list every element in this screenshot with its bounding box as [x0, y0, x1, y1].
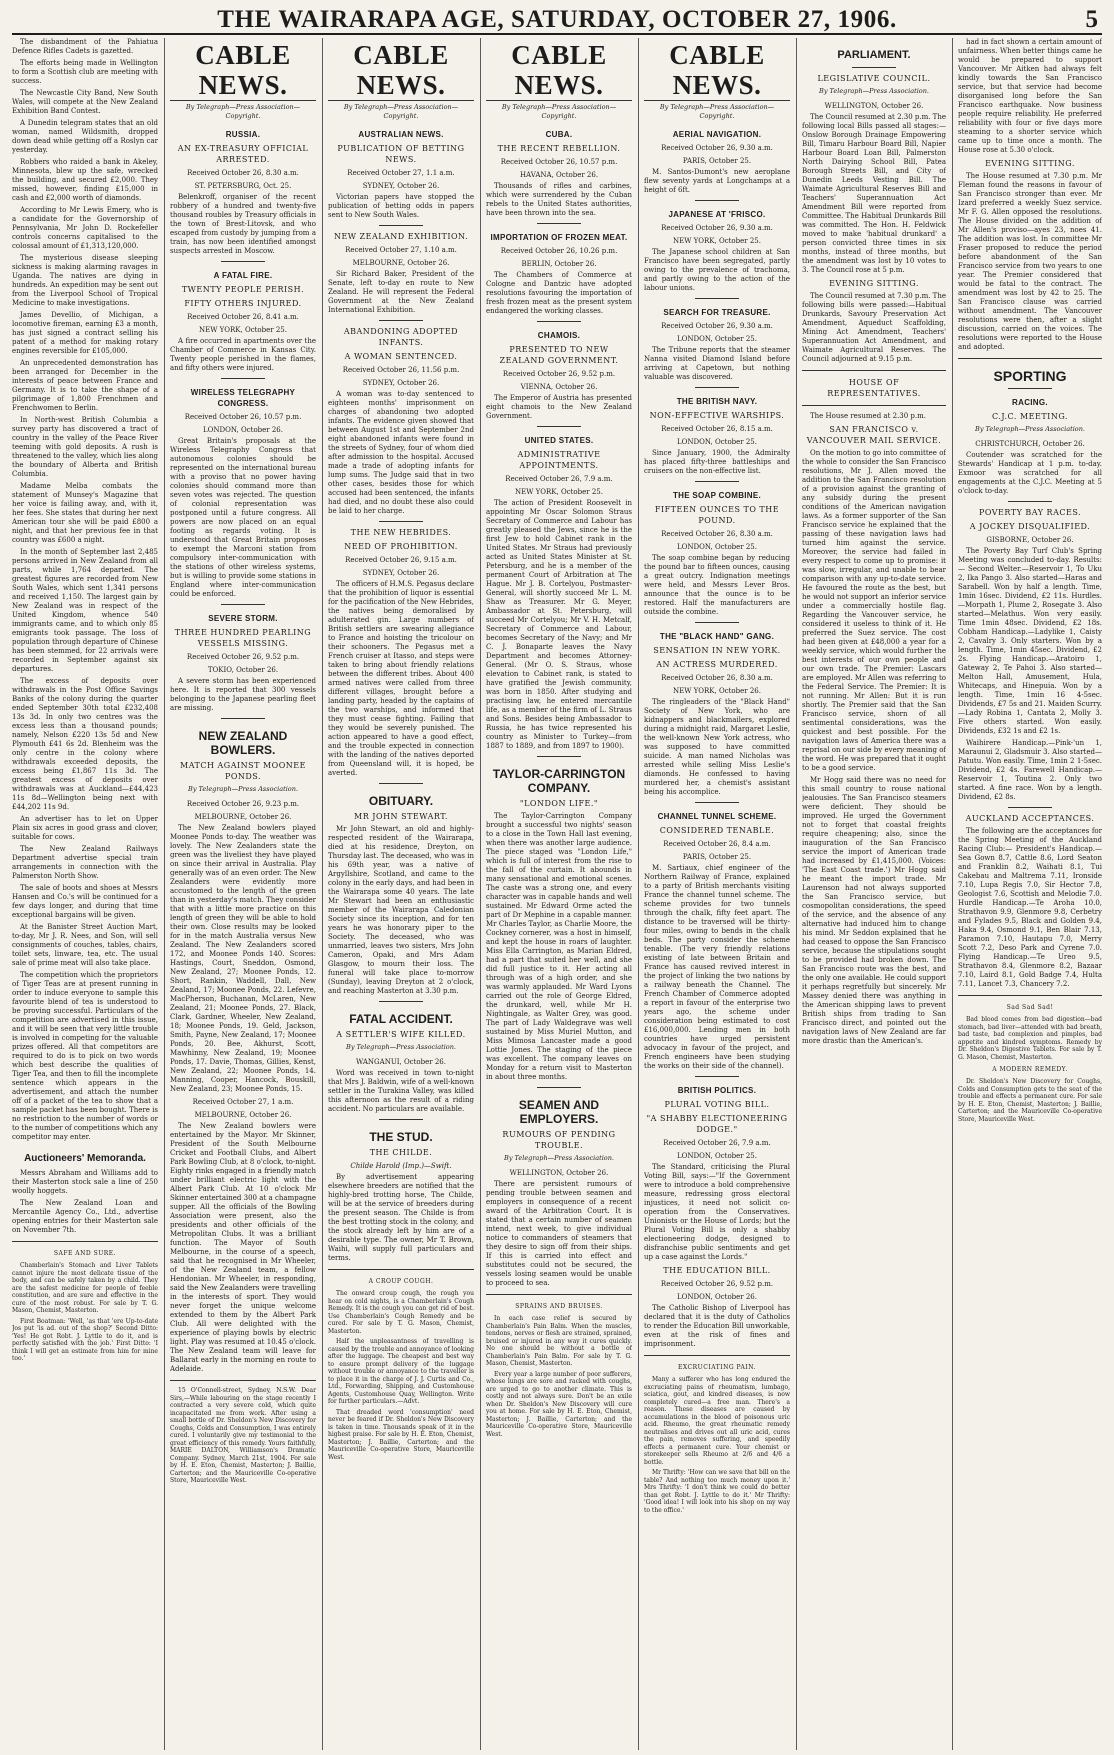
article-subheading: NEED OF PROHIBITION. — [344, 542, 458, 551]
dateline-place: GISBORNE, October 26. — [986, 536, 1074, 544]
divider — [695, 802, 739, 803]
advertisement: Dr. Sheldon's New Discovery for Coughs, Colds and Consumption gets to the seat of the trouble and effects a permanent cure. For sale by H. E. Eton, Chemist, Masterton; J. Baillie, Carterton; and the Mauriceville Co-operative Store, Mauriceville West. — [958, 1078, 1102, 1123]
ad-heading: A MODERN REMEDY. — [992, 1066, 1068, 1073]
dateline: Received October 26, 7.9 a.m. — [505, 475, 613, 483]
byline: By Telegraph—Press Association—Copyright. — [185, 103, 301, 120]
ad-heading: SAFE AND SURE. — [53, 1250, 117, 1257]
column-divider — [952, 38, 953, 1750]
dateline: Received October 26, 9.52 p.m. — [186, 653, 300, 661]
advertisement: Mr Thrifty: 'How can we save that bill on the table? And nothing too much money upon it.' Mrs Thrifty: 'I don't think we could do better than get Robt. J. Lyttle to do it.' Mr Thrifty: 'Good idea! I will look into his shop on my way to the office.' — [644, 1469, 790, 1514]
divider — [379, 1119, 423, 1120]
article-body: Waihirere Handicap.—Pink-'un 1, Maraunui 2, Gladsmuir 3. Also started—Patutu. Won easily. Time, 1min 2 1-5sec. Dividend, £2 4s. Farewell Handicap.—Reservoir 1, Toutina 2. Only two started. A fine race. Won by a length. Dividend, £2 8s. — [958, 739, 1102, 801]
article-paragraph: In the month of September last 2,485 persons arrived in New Zealand from all parts, while 1,764 departed. The greatest figures are recorded from New South Wales, which sent 1,341 persons and received 1,150. The largest gain by New Zealand was in respect of the United Kingdom, whence 540 immigrants came, and to which only 85 emigrants took passage. The loss of population through departure of Chinese has been stemmed, for 22 arrivals were recorded in September against six departures. — [12, 548, 158, 673]
advertisement: Many a sufferer who has long endured the excruciating pains of rheumatism, lumbago, sciatica, gout, and kindred diseases, is now completely cured—a free man. There's a reason. These diseases are caused by accumulations in the blood of poisonous uric acid. Rheumo, the great rheumatic remedy neutralises and drives out all uric acid, cures the pain, removes suffering, and speedily effects a permanent cure. Your chemist or storekeeper sells Rheumo at 2/6 and 4/6 a bottle. — [644, 1376, 790, 1466]
dateline: Received October 26, 8.30 a.m. — [661, 530, 773, 538]
column-2 — [170, 38, 316, 1750]
article-subheading: SAN FRANCISCO v. VANCOUVER MAIL SERVICE. — [806, 425, 942, 445]
ad-heading: A CROUP COUGH. — [368, 1278, 434, 1285]
advertisement: The onward croup cough, the rough you hear on cold nights, is a Chamberlain's Cough Remedy. It is the cough you can get rid of best. Use Chamberlain's Cough Remedy and be cured. For sale by T. G. Mason, Chemist, Masterton. — [328, 1290, 474, 1335]
dateline: Received October 27, 1.1 a.m. — [347, 169, 455, 177]
divider — [537, 756, 581, 757]
dateline-place: LONDON, October 26. — [676, 1293, 757, 1301]
article-subheading: THE CHILDE. — [369, 1148, 433, 1157]
article-heading: CUBA. — [545, 130, 573, 139]
column-1-paragraphs — [12, 38, 158, 1142]
dateline: Received October 26, 8.41 a.m. — [187, 313, 299, 321]
article-body: Sir Richard Baker, President of the Senate, left to-day en route to New Zealand. He will represent the Federal Government at the New Zealand International Exhibition. — [328, 270, 474, 314]
advertisement: 15 O'Connell-street, Sydney, N.S.W. Dear Sirs,—While labouring on the stage recently I contracted a very severe cold, which quite incapacitated me from work. After using a small bottle of Dr. Sheldon's New Discovery for Coughs, Colds and Consumption, I was entirely cured. I voluntarily give my testimonial to the great efficiency of this remedy. Yours faithfully, MARIE DALTON, Williamson's Dramatic Company. Sydney, March 21st, 1904. For sale by H. E. Eton, Chemist, Masterton; J. Baillie, Carterton; and the Mauriceville Co-operative Store, Mauriceville West. — [170, 1387, 316, 1484]
article-body: The House resumed at 7.30 p.m. Mr Fleman found the reasons in favour of San Francisco stronger than ever. Mr Izard preferred a weekly Suez service. Mr F. G. Allen opposed the resolutions. The House divided on the addition of Mr Allen's proviso—ayes 23, noes 41. The addition was lost. In committee Mr Fraser proposed to reduce the period before abandonment of the San Francisco service from two years to one year. The Premier considered that would be fatal to the contract. The amendment was lost by 42 to 25. The San Francisco clause was carried without amendment. The Vancouver resolutions were then, after a slight discussion, carried on the voices. The resolutions were reported to the House and adopted. — [958, 172, 1102, 351]
article-heading: FATAL ACCIDENT. — [349, 1012, 453, 1026]
divider — [1008, 501, 1052, 502]
article-heading: IMPORTATION OF FROZEN MEAT. — [490, 233, 628, 242]
article-body: Mr Hogg said there was no need for this small country to rouse national jealousies. The San Francisco steamers were deficient. They should be improved. He urged the Government not to forget that coastal freights require cheapening; also, since the inauguration of the San Francisco service the import of American trade had increased by £1,415,000. (Voices: 'The East Coast trade.') Mr Hogg said he meant the import trade. Mr Laurenson had not always supported the San Francisco service, but cosmopolitan considerations, the speed of the service, and the absence of any alternative had induced him to change his mind. Mr Seddon explained that he had ceased to oppose the San Francisco service, because the stipulations sought to be provided had broken down. The San Francisco route was the best, and the only one available. He could support it perhaps regretfully but sincerely. Mr Massey denied there was anything in the American shipping laws to prevent British ships from trading to San Francisco direct, and pointed out the navigation laws of New Zealand are far more drastic than the American's. — [802, 776, 946, 1045]
article-heading: CHAMOIS. — [537, 331, 581, 340]
article-body: The House resumed at 2.30 p.m. — [810, 412, 926, 420]
article-body: The action of President Roosevelt in appointing Mr Oscar Solomon Straus Secretary of Commerce and Labour has greatly pleased the Jews, since he is the first Jew to hold Cabinet rank in the United States. Mr Straus had previously acted as United States Minister at St. Petersburg, and he is a member of the permanent Court of Arbitration at The Hague. Mr J. B. Cortelyou, Postmaster-General, will shortly succeed Mr L. M. Shaw as Treasurer. Mr G. Meyer, Ambassador at St. Petersburg, will succeed Mr Cortelyou; Mr V. H. Metcalf, Secretary of Commerce and Labour, becomes Secretary of the Navy; and Mr C. J. Bonaparte leaves the Navy Department and becomes Attorney-General. (Mr O. S. Straus, whose elevation to Cabinet rank, is stated to have gratified the Jewish community, was born in 1850. After studying and practising law, he entered mercantile life, as a member of the firm of L. Straus and Sons. Besides being Ambassador to Russia, he has twice represented his country as Minister to Turkey—from 1887 to 1889, and from 1897 to 1900). — [486, 499, 632, 750]
dateline: Received October 26, 8.4 a.m. — [663, 840, 771, 848]
dateline-place: SYDNEY, October 26. — [362, 379, 440, 387]
article-body: The Catholic Bishop of Liverpool has declared that it is the duty of Catholics to render the Education Bill unworkable, even at the risk of fines and imprisonment. — [644, 1304, 790, 1348]
article-subheading: MR JOHN STEWART. — [354, 812, 448, 821]
article-body: had in fact shown a certain amount of unfairness. When better things came he would be prepared to support Vancouver. Mr Aitken had always felt kindly towards the San Francisco service, but that service had become disorganised long before the San Francisco earthquake. Now business people require reliability. He preferred reliability with four or five days more steaming to a shorter service which came up to time once a month. The House rose at 5.30 o'clock. — [958, 38, 1102, 154]
article-paragraph: The New Zealand Loan and Mercantile Agency Co., Ltd., advertise opening entries for their Masterton sale on November 7th. — [12, 1199, 158, 1234]
article-body: The Taylor-Carrington Company brought a successful two nights' season to a close in the Town Hall last evening, when there was another large audience. The piece staged was "London Life," which is full of interest from the rise to the fall of the curtain. It abounds in many sensational and emotional scenes. The caste was a strong one, and every character was in capable hands and well sustained. Mr Edward Orme acted the part of Dr Mephine in a capable manner. Mr Charles Taylor, as Charlie Moore, the Cockney cornerer, was a host in himself, and kept the house in roars of laughter. Miss Ella Carrington, as Marian Eldred, had a part that suited her well, and she did full justice to it. Her acting all through was of a high order, and she was warmly applauded. Mr Ward Lyons carried out the role of George Eldred, the drunkard, well, while Mr H. Nightingale, as Walter Grey, was good. The part of Lady Waldegrave was well sustained by Miss Muriel Mutton, and Miss Mimosa Lancaster made a good Lottie Jones. The staging of the piece was excellent. The company leaves on Monday for a return visit to Masterton in about three months. — [486, 812, 632, 1081]
dateline: Received October 26, 8.15 a.m. — [661, 425, 773, 433]
column-6 — [802, 38, 946, 1750]
ad-heading: Sad Sad Sad! — [1006, 1004, 1054, 1011]
dateline: Received October 26, 9.30 a.m. — [661, 322, 773, 330]
article-body: Word was received in town to-night that Mrs J. Baldwin, wife of a well-known settler in the Turakina Valley, was killed this afternoon as the result of a riding accident. No particulars are available. — [328, 1069, 474, 1113]
divider — [695, 622, 739, 623]
dateline-place: ST. PETERSBURG, Oct. 25. — [194, 182, 292, 190]
article-subheading: FIFTEEN OUNCES TO THE POUND. — [654, 505, 780, 525]
dateline-place: HAVANA, October 26. — [519, 171, 599, 179]
article-heading: WIRELESS TELEGRAPHY CONGRESS. — [190, 388, 296, 408]
divider — [802, 370, 946, 371]
article-body: The Emperor of Austria has presented eight chamois to the New Zealand Government. — [486, 394, 632, 420]
dateline: Received October 26, 9.15 a.m. — [345, 556, 457, 564]
article-body: Coutender was scratched for the Stewards' Handicap at 1 p.m. to-day. Exmoor was scratched for all engagements at the C.J.C. Meeting at 5 o'clock to-day. — [958, 451, 1102, 495]
ad-heading: EXCRUCIATING PAIN. — [678, 1364, 756, 1371]
dateline-place: BERLIN, October 26. — [521, 260, 597, 268]
divider — [221, 604, 265, 605]
article-paragraph: The mysterious disease sleeping sickness is making alarming ravages in Uganda. The natives are dying in hundreds. An expedition may be sent out from the Liverpool School of Tropical Medicine to make investigations. — [12, 254, 158, 307]
column-divider — [322, 38, 323, 1750]
dateline-place: VIENNA, October 26. — [520, 383, 598, 391]
divider — [695, 387, 739, 388]
divider — [379, 1001, 423, 1002]
masthead-rule — [12, 33, 1102, 35]
dateline-place: SYDNEY, October 26. — [362, 182, 440, 190]
divider — [852, 67, 896, 68]
divider — [1008, 807, 1052, 808]
article-paragraph: The disbandment of the Pahiatua Defence Rifles Cadets is gazetted. — [12, 38, 158, 55]
divider — [695, 200, 739, 201]
divider — [221, 261, 265, 262]
article-paragraph: The sale of boots and shoes at Messrs Hansen and Co.'s will be continued for a few days longer, and during that time exceptional bargains will be given. — [12, 884, 158, 919]
article-subheading: A JOCKEY DISQUALIFIED. — [969, 522, 1091, 531]
article-paragraph: The New Zealand Railways Department advertise special train arrangements in connection with the Palmerston North Show. — [12, 845, 158, 880]
column-heading: CABLE NEWS. — [486, 40, 632, 101]
dateline-place: MELBOURNE, October 26. — [194, 813, 292, 821]
article-body: The Standard, criticising the Plural Voting Bill, says:—"If the Government were to introduce a bold comprehensive measure, redressing gross electoral injustices, it need not solicit co-operation from the Conservatives. Unionists or the House of Lords; but the Plural Voting Bill is only a shabby electioneering dodge, designed to disfranchise public sentiments and get up a case against the Lords." — [644, 1163, 790, 1261]
article-heading: THE BRITISH NAVY. — [676, 397, 758, 406]
article-subheading: TWENTY PEOPLE PERISH. — [181, 285, 305, 294]
article-subheading: PLURAL VOTING BILL. — [664, 1100, 770, 1109]
dateline-place: LONDON, October 25. — [676, 438, 757, 446]
article-heading: CHANNEL TUNNEL SCHEME. — [657, 812, 777, 821]
article-subheading: A SETTLER'S WIFE KILLED. — [336, 1030, 466, 1039]
article-paragraph: An unprecedented demonstration has been arranged for December in the interests of peace between France and Germany. It is to take the shape of a pilgrimage of 1,800 Frenchmen and Frenchwomen to Berlin. — [12, 359, 158, 412]
dateline: Received October 26, 10.57 p.m. — [500, 158, 618, 166]
article-body: The following are the acceptances for the Spring Meeting of the Auckland Racing Club:— President's Handicap.—Sea Gown 8.7, Cattle 8.6, Lord Seaton and Franklin 8.2, Waihati 8.1, Tui Cakebau and Maltrema 7.11, Ironside 7.10, Lupa Regis 7.0, Sir Hector 7.8, Geologist 7.6, Scottish and Melodie 7.0. Hurdle Handicap.—Te Aroha 10.0, Strathavon 9.9, Glenmore 9.8, Cerbetry and Fylades 9.5, Black and Golden 9.4, Haka 9.4, Osmond 9.1, Ben Blair 7.13, Paramon 7.10, Hautapu 7.0, Merry Scott 7.2, Deso Park and Cyrene 7.0. Flying Handicap.—Te Ureo 9.5, Strathavon 8.4, Glenmore 8.2, Bazaar 7.10, Laird 8.1, Gold Badge 7.4, Hulta 7.11, Lancet 7.3, Chancery 7.2. — [958, 827, 1102, 988]
byline: By Telegraph—Press Association. — [346, 1043, 456, 1051]
article-subheading: ADMINISTRATIVE APPOINTMENTS. — [517, 450, 601, 470]
article-body: The Council resumed at 7.30 p.m. The following bills were passed:—Habitual Drunkards, Savoury Preservation Act Amendment, Aqueduct Scaffolding, Mining Act Amendment, Teachers' Superannuation Act Amendment, and Waimate Agricultural Reserves. The Council adjourned at 9.15 p.m. — [802, 292, 946, 363]
article-heading: SEAMEN AND EMPLOYERS. — [518, 1098, 600, 1126]
divider — [695, 298, 739, 299]
article-paragraph: In North-west British Columbia a survey party has discovered a tract of country in the valley of the Peace River teeming with gold deposits. A rush is threatened to the valley, which lies along the boundary of Alberta and British Columbia. — [12, 416, 158, 478]
dateline-place: MELBOURNE, October 26. — [194, 1111, 292, 1119]
column-1 — [12, 38, 158, 1750]
article-paragraph: According to Mr Lewis Emery, who is a candidate for the Governorship of Pennsylvania, Mr John D. Rockefeller controls concerns capitalised to the colossal amount of £1,313,120,000. — [12, 206, 158, 250]
divider — [328, 1269, 474, 1270]
ad-heading: SPRAINS AND BRUISES. — [515, 1303, 603, 1310]
column-3 — [328, 38, 474, 1750]
dateline-place: LONDON, October 25. — [676, 335, 757, 343]
article-subheading: EVENING SITTING. — [985, 159, 1075, 168]
column-1-section-paragraphs — [12, 1169, 158, 1235]
article-body: There are persistent rumours of pending trouble between seamen and employers in consequence of a recent award of the Arbitration Court. It is stated that a certain number of seamen intend, next week, to give individual notice to commanders of steamers that they desire to sign off from their ships. If this is carried into effect and substitutes could not be secured, the vessels losing seamen would be unable to proceed to sea. — [486, 1180, 632, 1287]
article-body: The Council resumed at 2.30 p.m. The following local Bills passed all stages:—Onslow Borough Drainage Empowering Bill, Timaru Harbour Board Bill, Napier Harbour Board Loan Bill, Palmerston North Dairying School Bill, Patea Borough Streets Bill, and City of Dunedin Leeds Vesting Bill. The Waimate Agricultural Reserves Bill and Teachers' Superannuation Act Amendment Bill were reported from Committee. The Habitual Drunkards Bill was committed. The Hon. H. Feldwick moved to make 'habitual drunkard' a person convicted three times in six months, instead of three months, but the amendment was lost by 10 votes to 3. The Council rose at 5 p.m. — [802, 113, 946, 274]
article-paragraph: Robbers who raided a bank in Akeley, Minnesota, blew up the safe, wrecked the building, and secured £2,000. They missed, however, finding £15,000 in cash and £2,000 worth of diamonds. — [12, 158, 158, 202]
article-heading: AERIAL NAVIGATION. — [672, 130, 762, 139]
advertisement: Half the unpleasantness of travelling is caused by the trouble and annoyance of looking after the luggage. The cheapest and best way to ensure prompt delivery of the luggage without trouble or annoyance to the traveller is to place it in the charge of J. J. Curtis and Co., Ltd., Forwarding, Shipping, and Customhouse Agents, Customhouse Quay, Wellington. Write for further particulars.—Advt. — [328, 1338, 474, 1405]
divider — [486, 1294, 632, 1295]
dateline: Received October 26, 9.30 a.m. — [661, 144, 773, 152]
divider — [695, 1076, 739, 1077]
article-body: Belenkroff, organiser of the recent robbery of a hundred and twenty-five thousand roubles by Treasury officials in the town of Brest-Litovsk, and who escaped from custody by jumping from a train, has now been identified amongst suspects arrested in Moscow. — [170, 193, 316, 255]
column-divider — [164, 38, 165, 1750]
article-body: Victorian papers have stopped the publication of betting odds in papers sent to New South Wales. — [328, 193, 474, 219]
article-body: M. Santos-Dumont's new aeroplane flew seventy yards at Longchamps at a height of 6ft. — [644, 168, 790, 194]
article-subheading: "A SHABBY ELECTIONEERING DODGE." — [646, 1114, 788, 1134]
article-heading: SEVERE STORM. — [208, 614, 278, 623]
dateline-place: PARIS, October 25. — [682, 853, 752, 861]
article-subheading: Childe Harold (Imp.)—Swift. — [350, 1162, 452, 1170]
article-paragraph: The Newcastle City Band, New South Wales, will compete at the New Zealand Exhibition Band Contest. — [12, 89, 158, 115]
article-paragraph: Messrs Abraham and Williams add to their Masterton stock sale a line of 250 woolly hoggets. — [12, 1169, 158, 1195]
article-body: Thousands of rifles and carbines, which were surrendered by the Cuban rebels to the United States authorities, have been thrown into the sea. — [486, 182, 632, 217]
article-subheading: C.J.C. MEETING. — [992, 412, 1068, 421]
masthead — [12, 2, 1102, 32]
byline: By Telegraph—Press Association. — [504, 1154, 614, 1162]
divider — [644, 1355, 790, 1356]
divider — [958, 995, 1102, 996]
dateline: Received October 26, 8.30 a.m. — [661, 674, 773, 682]
newspaper-title: THE WAIRARAPA AGE, SATURDAY, OCTOBER 27, 1906. — [217, 6, 897, 33]
article-heading: UNITED STATES. — [524, 436, 594, 445]
article-heading: OBITUARY. — [368, 794, 434, 808]
article-subheading: PUBLICATION OF BETTING NEWS. — [337, 144, 465, 164]
divider — [221, 718, 265, 719]
article-heading: THE STUD. — [369, 1130, 433, 1144]
article-paragraph: Madame Melba combats the statement of Munsey's Magazine that her voice is failing away, and, with it, her fees. She states that during her next American tour she will be paid £800 a night, and that her previous fee in that country was £600 a night. — [12, 482, 158, 544]
article-heading: BRITISH POLITICS. — [677, 1086, 757, 1095]
column-divider — [796, 38, 797, 1750]
dateline-place: CHRISTCHURCH, October 26. — [975, 440, 1085, 448]
article-subheading: ABANDONING ADOPTED INFANTS. — [343, 327, 459, 347]
article-heading: THE SOAP COMBINE. — [672, 491, 762, 500]
byline: By Telegraph—Press Association. — [819, 87, 929, 95]
article-subheading: THE EDUCATION BILL. — [663, 1266, 771, 1275]
byline: By Telegraph—Press Association—Copyright. — [343, 103, 459, 120]
dateline: Received October 26, 11.56 p.m. — [342, 366, 460, 374]
column-5 — [644, 38, 790, 1750]
column-heading: CABLE NEWS. — [644, 40, 790, 101]
dateline: Received October 26, 9.23 p.m. — [186, 800, 300, 808]
article-heading: TAYLOR-CARRINGTON COMPANY. — [492, 767, 626, 795]
article-paragraph: The excess of deposits over withdrawals in the Post Office Savings Banks of the colony during the quarter ended September 30th total £232,408 13s 3d. In only two centres was the excess less than a thousand pounds; namely, Nelson £220 13s 5d and New Plymouth £41 6s 2d. Blenheim was the only centre in the colony where withdrawals exceeded deposits, the excess being £1,867 11s 3d. The greatest excess of deposits over withdrawals was at Auckland—£44,423 11s 8d—Wellington being next with £44,202 11s 9d. — [12, 677, 158, 811]
article-subheading: "LONDON LIFE." — [519, 799, 599, 808]
article-subheading: CONSIDERED TENABLE. — [659, 826, 775, 835]
article-subheading: PRESENTED TO NEW ZEALAND GOVERNMENT. — [499, 345, 619, 365]
article-body: A fire occurred in apartments over the Chamber of Commerce in Kansas City. Twenty people perished in the flames, and fifty others were injured. — [170, 337, 316, 372]
divider — [12, 1241, 158, 1242]
article-subheading: SENSATION IN NEW YORK. — [653, 646, 781, 655]
article-body: Since January, 1900, the Admiralty has placed fifty-three battleships and cruisers on the non-effective list. — [644, 449, 790, 475]
article-heading: A FATAL FIRE. — [213, 271, 273, 280]
article-body: The ringleaders of the "Black Hand" Society of New York, who are kidnappers and blackmailers, explored during a midnight raid, Margaret Leslie, the well-known New York actress, who was supposed to have committed suicide. A man named Nicholas was arrested while selling Miss Leslie's diamonds. He confessed to having murdered her, a chemist's assistant being his accomplice. — [644, 698, 790, 796]
article-subheading: POVERTY BAY RACES. — [978, 508, 1082, 517]
dateline-place: NEW YORK, October 26. — [673, 687, 761, 695]
column-divider — [638, 38, 639, 1750]
dateline-place: WELLINGTON, October 26. — [824, 102, 924, 110]
dateline-place: SYDNEY, October 26. — [362, 569, 440, 577]
dateline-place: LONDON, October 26. — [202, 426, 283, 434]
dateline-place: WELLINGTON, October 26. — [509, 1169, 609, 1177]
dateline: Received October 26, 9.52 p.m. — [660, 1280, 774, 1288]
column-7 — [958, 38, 1102, 1750]
article-body: The New Zealand bowlers played Moonee Ponds to-day. The weather was lovely. The New Zealanders state the green was the liveliest they have played on since their arrival in Australia. Play generally was of an even order. The New Zealanders were evidently more accustomed to the length of the green than in yesterday's match. They consider that with a little more practice on this length of green they will be able to hold their own. Close results may be looked for in the match Australia versus New Zealand. The New Zealanders scored 172, and Moonee Ponds 140. Scores: Hastings, Court, Sneddon, Osmond, New Zealand, 27; Moonee Ponds, 12. Short, Rankin, Waddell, Dall, New Zealand, 17; Moonee Ponds, 22. Lefevre, MacPherson, Buchanan, McLaren, New Zealand, 21; Moonee Ponds, 27. Black, Clark, Gardner, Wheeler, New Zealand, 18; Moonee Ponds, 19. Geld, Jackson, Smith, Payne, New Zealand, 17; Moonee Ponds, 20. Bee, Akhurst, Scott, Mawhinny, New Zealand, 19; Moonee Ponds, 17. Davie, Thomas, Gillies, Kenst, New Zealand, 22; Moonee Ponds, 14. Manning, Cooper, Hancock, Bouskill, New Zealand, 23; Moonee Ponds, 15. — [170, 824, 316, 1093]
byline: By Telegraph—Press Association—Copyright. — [501, 103, 617, 120]
article-heading: AUSTRALIAN NEWS. — [358, 130, 444, 139]
advertisement: That dreaded word 'consumption' need never be feared if Dr. Sheldon's New Discovery is taken in time. Thousands speak of it in the highest praise. For sale by H. E. Eton, Chemist, Masterton; J. Baillie, Carterton; and the Mauriceville Co-operative Store, Mauriceville West. — [328, 1408, 474, 1461]
dateline-place: WANGANUI, October 26. — [356, 1058, 446, 1066]
article-subheading: EVENING SITTING. — [829, 279, 919, 288]
article-body: Mr John Stewart, an old and highly-respected resident of the Wairarapa, died at his residence, Dreyton, on Thursday last. The deceased, who was in his 69th year, was a native of Argyllshire, Scotland, and came to the colony in the early days, and had been in the Wairarapa some 40 years. The late Mr Stewart had been an enthusiastic member of the Wairarapa Caledonian Society since its inception, and for ten years he was honorary piper to the Society. The deceased, who was unmarried, leaves two sisters, Mrs John Cameron, Opaki, and Mrs Adam Glasgow, to mourn their loss. The funeral will take place to-morrow (Sunday), leaving Dreyton at 2 o'clock, and reaching Masterton at 3.30 p.m. — [328, 825, 474, 995]
section-heading: Auctioneers' Memoranda. — [24, 1153, 146, 1164]
article-body: The soap combine began by reducing the pound bar to fifteen ounces, causing a great outcry. Indignation meetings were held, and Messrs Lever Bros. announce that the ounce is to be restored. Half the manufacturers are outside the combine. — [644, 554, 790, 616]
divider — [537, 426, 581, 427]
article-subheading: A WOMAN SENTENCED. — [344, 352, 458, 361]
byline: By Telegraph—Press Association. — [188, 785, 298, 793]
article-body: M. Sartiaux, chief engineer of the Northern Railway of France, explained to a party of British merchants visiting France the channel tunnel scheme. The scheme provides for two tunnels through the chalk, fifty feet apart. The distance to be traversed will be thirty-four miles, owing to bends in the chalk beds. The party consider the scheme tenable. (The very friendly relations existing of late between Britain and France has caused revived interest in the project of linking the two nations by a railway beneath the Channel. The French Chamber of Commerce adopted a report in favour of the enterprise two years ago, the scheme under consideration being estimated to cost £16,000,000. Lending men in both countries have urged persistent advocacy in favour of the project, and French engineers have been studying the works on their side of the channel). — [644, 864, 790, 1070]
article-paragraph: A Dunedin telegram states that an old woman, named Wildsmith, dropped down dead while getting off a Roslyn car yesterday. — [12, 119, 158, 154]
columns — [12, 38, 1102, 1750]
article-heading: SPORTING — [993, 368, 1067, 384]
article-heading: LEGISLATIVE COUNCIL. — [817, 74, 931, 83]
article-paragraph: At the Banister Street Auction Mart, to-day, Mr J. R. Nees, and Son, will sell consignments of couches, tables, chairs, toilet sets, linware, tea, etc. The usual sale of prime meat will also take place. — [12, 923, 158, 967]
advertisement: In each case relief is secured by Chamberlain's Pain Balm. When the muscles, tendons, nerves or flesh are strained, sprained, bruised or injured in any way it cures quickly. No one should be without a bottle of Chamberlain's Pain Balm. For sale by T. G. Mason, Chemist, Masterton. — [486, 1315, 632, 1367]
dateline-place: NEW YORK, October 25. — [515, 488, 603, 496]
divider — [170, 1380, 316, 1381]
article-subheading: AUCKLAND ACCEPTANCES. — [965, 814, 1095, 823]
divider — [1008, 388, 1052, 389]
article-subheading: THE RECENT REBELLION. — [497, 144, 621, 153]
article-subheading: RACING. — [1012, 398, 1048, 407]
advertisement: Every year a large number of poor sufferers, whose lungs are sore and racked with coughs, are urged to go to another climate. This is costly and not always sure. Don't be an exile when Dr. Sheldon's New Discovery will cure you at home. For sale by H. E. Eton, Chemist, Masterton; J. Baillie, Carterton; and the Mauriceville Co-operative Store, Mauriceville West. — [486, 1370, 632, 1438]
divider — [379, 225, 423, 226]
dateline: Received October 26, 10.57 p.m. — [184, 413, 302, 421]
divider — [221, 378, 265, 379]
dateline-place: LONDON, October 25. — [676, 1152, 757, 1160]
article-paragraph: The competition which the proprietors of Tiger Teas are at present running in order to induce everyone to sample this favourite blend of tea is understood to be proving successful. Particulars of the competition are advertised in this issue, and it will be seen that very little trouble is involved in competing for the valuable prizes offered. All that competitors are required to do is to pick on two words which best describe the qualities of Tiger Tea, and then to fill the incomplete sentence which appears in the advertisement, and attach the number off of a packet of the tea to show that a sample packet has been bought. There is no restriction to the number of words or to the number of competitions which any competitor may enter. — [12, 971, 158, 1141]
article-subheading: THE NEW HEBRIDES. — [350, 528, 452, 537]
divider — [802, 405, 946, 406]
divider — [537, 223, 581, 224]
article-heading: THE "BLACK HAND" GANG. — [659, 632, 775, 641]
divider — [379, 521, 423, 522]
column-heading: CABLE NEWS. — [328, 40, 474, 101]
divider — [379, 320, 423, 321]
article-heading: SEARCH FOR TREASURE. — [663, 308, 771, 317]
article-heading: JAPANESE AT 'FRISCO. — [668, 210, 766, 219]
article-subheading: AN ACTRESS MURDERED. — [656, 660, 778, 669]
dateline: Received October 26, 9.52 p.m. — [502, 370, 616, 378]
article-body: By advertisement appearing elsewhere breeders are notified that the highly-bred trotting horse, The Childe, will be at the service of breeders during the present season. The Childe is from the best trotting stock in the colony, and the stock already left by him are of a desirable type. The owner, Mr T. Brown, Waihi, will supply full particulars and terms. — [328, 1173, 474, 1262]
divider — [695, 481, 739, 482]
article-heading: RUSSIA. — [225, 130, 261, 139]
byline: By Telegraph—Press Association. — [975, 425, 1085, 433]
article-paragraph: An advertiser has to let on Upper Plain six acres in good grass and clover, suitable for cows. — [12, 815, 158, 841]
article-subheading: NON-EFFECTIVE WARSHIPS. — [649, 411, 785, 420]
dateline: Received October 26, 9.30 a.m. — [661, 224, 773, 232]
article-subheading: RUMOURS OF PENDING TROUBLE. — [502, 1130, 616, 1150]
divider — [537, 1087, 581, 1088]
divider — [958, 358, 1102, 359]
article-paragraph: The efforts being made in Wellington to form a Scottish club are meeting with success. — [12, 59, 158, 85]
article-subheading: NEW ZEALAND EXHIBITION. — [333, 232, 469, 241]
article-subheading: AN EX-TREASURY OFFICIAL ARRESTED. — [177, 144, 309, 164]
article-subheading: MATCH AGAINST MOONEE PONDS. — [180, 761, 306, 781]
dateline: Received October 27, 1 a.m. — [192, 1098, 294, 1106]
article-body: Great Britain's proposals at the Wireless Telegraphy Congress that autonomous colonies should be represented on the international bureau with a proviso that no power having colonies should command more than seven votes was rejected. The question of colonial representation was postponed until a future congress. All powers are now placed on an equal footing as regards voting. It is understood that Great Britain proposes to exempt the Marconi station from compulsory inter-communication with the stations of other wireless systems, but is willing to provide some stations in England where inter-communication could be enforced. — [170, 437, 316, 598]
divider — [379, 783, 423, 784]
article-body: The Chambers of Commerce at Cologne and Dantzic have adopted resolutions favouring the importation of fresh frozen meat as the present system endangered the working classes. — [486, 271, 632, 315]
article-subheading: FIFTY OTHERS INJURED. — [184, 299, 302, 308]
article-body: The Japanese school children at San Francisco have been segregated, partly owing to the prevalence of trachoma, and partly owing to the action of the labour unions. — [644, 248, 790, 292]
dateline-place: LONDON, October 25. — [676, 543, 757, 551]
dateline-place: NEW YORK, October 25. — [199, 326, 287, 334]
article-body: The officers of H.M.S. Pegasus declare that the prohibition of liquor is essential for the pacification of the New Hebrides, the natives being demoralised by adulterated gin. Large numbers of British settlers are swearing allegiance to France and hoisting the tricolour on their schooners. The Pegasus met a French cruiser at Itasso, and steps were taken to bring about friendly relations between the different tribes. About 400 armed natives were called from three different villages, brought before a landing party, headed by the captains of the two warships, and informed that they must cease fighting. Failing that they would be severely punished. The action appeared to have a good effect, and the trouble expected in connection with the landing of the natives deported from Queensland will, it is hoped, be averted. — [328, 580, 474, 777]
column-4 — [486, 38, 632, 1750]
column-heading: PARLIAMENT. — [837, 49, 911, 61]
column-divider — [480, 38, 481, 1750]
dateline-place: TOKIO, October 26. — [207, 666, 279, 674]
article-subheading: THREE HUNDRED PEARLING VESSELS MISSING. — [174, 628, 312, 648]
article-paragraph: James Devellio, of Michigan, a locomotive fireman, earning £3 a month, has just signed a contract selling his patent of a method for making rotary engines reversible for £105,000. — [12, 311, 158, 355]
dateline-place: MELBOURNE, October 26. — [352, 259, 450, 267]
article-heading: HOUSE OF REPRESENTATIVES. — [827, 378, 921, 398]
article-body: On the motion to go into committee of the whole to consider the San Francisco resolutions, Mr J. Allen moved the addition to the San Francisco resolution of a provision against the granting of any subsidy during the present conditions of the American navigation laws. As a former supporter of the San Francisco service he explained that the passing of these navigation laws had turned him against the service. Moreover, the service had failed in every respect to come up to promise: it was slow, irregular, and unable to bear comparison with any up-to-date service. He favoured the route as the best, but he would not support an inferior service under a commercially hostile flag. Regarding the Vancouver service, he considered it useless to think of it. He preferred the Suez service. The cost had been given at £48,000 a year for a weekly service, which would further the best interests of our own people and our own trade. The Premier: Lascars are employed. Mr Allen was referring to the Federal Service. The Premier: It is not running. Mr Allen: But it is run shortly. The Premier said that the San Francisco service, shorn of all sentimental considerations, was the quickest and best possible. For the navigation laws of America there was a reprisal on our side by every meaning of the word. He was prepared that it ought to be a good service. — [802, 449, 946, 772]
page-number: 5 — [1085, 6, 1098, 33]
dateline-place: NEW YORK, October 25. — [673, 237, 761, 245]
byline: By Telegraph—Press Association—Copyright. — [659, 103, 775, 120]
advertisement: Chamberlain's Stomach and Liver Tablets cannot injure the most delicate tissue of the body, and can be safely taken by a child. They are the safest medicine for people of feeble constitution, and are sure and effective in the cure of the most robust. For sale by T. G. Mason, Chemist, Masterton. — [12, 1262, 158, 1314]
advertisement: First Boatman: 'Well, 'as that 'ere Up-to-date Jos put 'is ad. out of the shop?' Second Ditto: 'Yes! He got Robt. J. Lyttle to do it, and is perfectly satisfied with the job.' First Ditto: 'I think I will get an estimate from him for mine too.' — [12, 1317, 158, 1362]
dateline-place: PARIS, October 25. — [682, 157, 752, 165]
dateline: Received October 27, 1.10 a.m. — [345, 246, 457, 254]
article-body: A severe storm has been experienced here. It is reported that 300 vessels belonging to the Japanese pearling fleet are missing. — [170, 677, 316, 712]
article-body: The Tribune reports that the steamer Nanna visited Diamond Island before arriving at Capetown, but nothing valuable was discovered. — [644, 346, 790, 381]
article-body: A woman was to-day sentenced to eighteen months' imprisonment on charges of abandoning two adopted infants. The evidence given showed that between August 1st and September 2nd eight abandoned infants were found in the streets of Sydney, four of whom died after admission to the hospital. Accused made a trade of adopting infants for lump sums. The Judge said that in two other cases, besides those for which accused had been sentenced, the infants had died, and no doubt these also could be laid to her charge. — [328, 390, 474, 515]
article-body: The Poverty Bay Turf Club's Spring Meeting was concluded to-day. Results:— Second Welter.—Reservoir 1, To Uku 2, Ika Pango 3. Also started—Haras and Sarabell. Won by half a length. Time, 1min 16sec. Dividend, £2 11s. Hurdles.—Morpath 1, Plume 2, Rosegate 3. Also started—Melathus. Won very easily. Time 1min 48sec. Dividend, £2 18s. Cobham Handicap.—Ladylike 1, Caisty 2, Cavalry 3. Only starters. Won by a length. Time, 1min 45sec. Dividend, £2 2s. Flying Handicap.—Aratoiro 1, Gateway 2, Te Pahoi 3. Also started—Melton Hall, Amusement, Hula, Whitecaps, and Hinepuia. Won by a length. Time, 1min 16 4-5sec. Dividends, £7 5s and 21. Maiden Scurry.—Lady Robina 1, Cantata 2, Molly 3. Five others started. Won easily. Dividends, £32 1s and £2 1s. — [958, 547, 1102, 735]
article-body: The New Zealand bowlers were entertained by the Mayor. Mr Skinner, President of the South Melbourne Cricket and Football Clubs, and Albert Park Bowling Club, at 8 o'clock, to-night. Eighty rinks engaged in a friendly match under brilliant electric light with the Albert Park Club. At 10 o'clock Mr Skinner entertained 300 at a champagne supper. All the officials of the Bowling Association were present, also the presidents and other officials of the Metropolitan Clubs. It was a brilliant function. The Mayor of South Melbourne, in the course of a speech, said that he recognised in Mr Wheeler, of the New Zealand team, a fellow Hendonian. Mr Wheeler, in responding, said the New Zealanders were travelling in the interests of sport. They would never forget the unique welcome extended to them by the Albert Park Club. All were delighted with the experience of playing bowls by electric light. Play was resumed at 10.45 o'clock. The New Zealand team will leave for Ballarat early in the morning en route to Adelaide. — [170, 1122, 316, 1373]
column-heading: CABLE NEWS. — [170, 40, 316, 101]
dateline: Received October 26, 8.30 a.m. — [187, 169, 299, 177]
dateline: Received October 26, 10.26 p.m. — [500, 247, 618, 255]
advertisement: Bad blood comes from bad digestion—bad stomach, bad liver—attended with bad breath, bad taste, bad complexion and pimples, bad appetite and kindred symptoms. Remedy by Dr. Sheldon's Digestive Tablets. For sale by T. G. Mason, Chemist, Masterton. — [958, 1016, 1102, 1061]
dateline: Received October 26, 7.9 a.m. — [663, 1139, 771, 1147]
article-heading: NEW ZEALAND BOWLERS. — [198, 729, 288, 757]
divider — [537, 321, 581, 322]
